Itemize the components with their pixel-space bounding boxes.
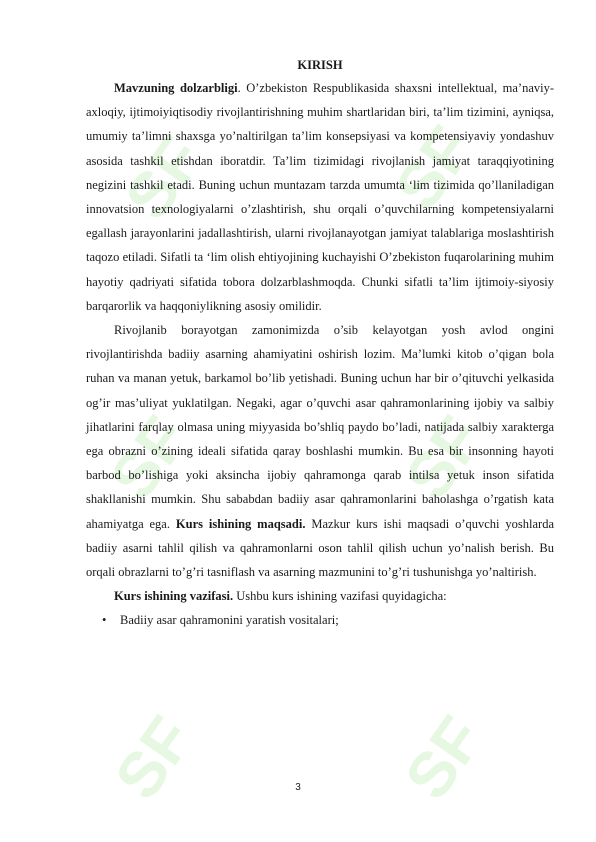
watermark-logo: SF [390, 403, 497, 512]
document-page [86, 58, 554, 632]
purpose-text: Mazkur kurs ishi maqsadi o’quvchi yoshlarda badiiy asarni tahlil qilish va qahramonlarni oson tahlil qilish uchun yo’nalish berish. Bu orqali obrazlarni to’g’ri tasniflash va asarning mazmunini to’g’ri tushunishga yo’naltirish. [86, 516, 554, 580]
tasks-list [86, 608, 554, 632]
watermark-logo: SF [100, 703, 207, 812]
watermark-logo: SF [110, 123, 217, 232]
relevance-heading: Mavzuning dolzarbligi [114, 81, 238, 95]
purpose-intro-text: Rivojlanib borayotgan zamonimizda o’sib kelayotgan yosh avlod ongini rivojlantirishda badiiy asarning ahamiyatini oshirish lozim. Ma’lumki kitob o’qigan bola ruhan va manan yetuk, barkamol bo’lib yetishadi. Buning uchun har bir o’qituvchi yelkasida og’ir mas’uliyat yuklatilgan. Negaki, agar o’quvchi asar qahramonlarining ijobiy va salbiy jihatlarini farqlay olmasa uning miyyasida bo’shliq paydo bo’ladi, natijada salbiy xarakterga ega obrazni o’zining ideali sifatida qaray boshlashi mumkin. Bu esa bir insonning hayoti barbod bo’lishiga yoki aksincha ijobiy qahramonga qarab intilsa yetuk inson sifatida shakllanishi mumkin. Shu sababdan badiiy asar qahramonlarini baholashga o’rgatish kata ahamiyatga ega. [86, 323, 554, 531]
tasks-text: Ushbu kurs ishining vazifasi quyidagicha: [233, 589, 447, 604]
watermark-logo: SF [95, 403, 202, 512]
purpose-heading: Kurs ishining maqsadi. [175, 516, 306, 531]
paragraph-tasks [86, 584, 554, 608]
list-item: • Badiiy asar qahramonini yaratish vositalari; [86, 608, 554, 632]
section-title: KIRISH [297, 58, 343, 72]
paragraph-relevance [86, 76, 554, 318]
watermark-logo: SF [380, 113, 487, 222]
relevance-text: . O’zbekiston Respublikasida shaxsni intellektual, ma’naviy-axloqiy, ijtimoiyiqtisodiy rivojlantirishning muhim shartlaridan biri, ta’lim tizimini, ayniqsa, umumiy ta’limni shaxsga yo’naltirilgan ta’lim konsepsiyasi va kompetensiyaviy yondashuv asosida tashkil etishdan iboratdir. Ta’lim tizimidagi rivojlanish jamiyat taraqqiyotining negizini tashkil etadi. Buning uchun muntazam tarzda umumta ‘lim tizimida qo’llaniladigan innovatsion texnologiyalarni o’zlashtirish, shu orqali o’quvchilarning kompetensiyalarni egallash jarayonlarini jadallashtirish, ularni rivojlanayotgan jamiyat talablariga moslashtirish taqozo etiladi. Sifatli ta ‘lim olish ehtiyojining kuchayishi O’zbekiston fuqarolarining muhim hayotiy qadriyati sifatida tobora dolzarblashmoqda. Chunki sifatli ta’lim ijtimoiy-siyosiy barqarorlik va haqqoniylikning asosiy omilidir. [86, 81, 554, 313]
tasks-heading: Kurs ishining vazifasi. [114, 589, 234, 604]
page-number: 3 [295, 782, 301, 793]
paragraph-purpose [86, 318, 554, 584]
watermark-logo: SF [390, 703, 497, 812]
